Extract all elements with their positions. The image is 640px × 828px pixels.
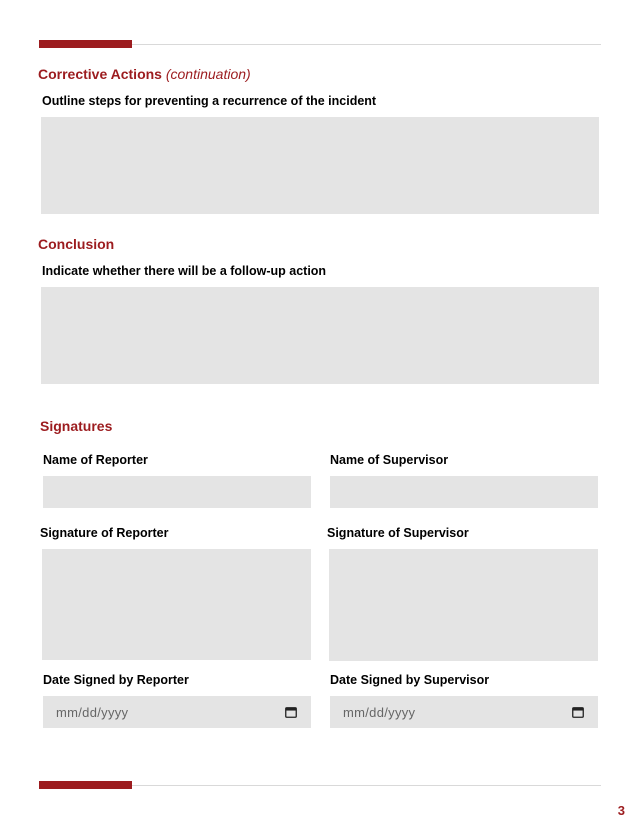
signatures-title: Signatures [40, 418, 113, 434]
supervisor-signature-box[interactable] [329, 549, 598, 661]
supervisor-date-input[interactable] [330, 696, 598, 728]
divider-accent [39, 781, 132, 789]
reporter-date-label: Date Signed by Reporter [43, 673, 189, 687]
reporter-name-input[interactable] [43, 476, 311, 508]
conclusion-title: Conclusion [38, 236, 115, 252]
supervisor-date-label: Date Signed by Supervisor [330, 673, 490, 687]
corrective-actions-heading: Corrective Actions [38, 66, 162, 82]
divider-accent [39, 40, 132, 48]
supervisor-name-label: Name of Supervisor [330, 453, 449, 467]
corrective-actions-prompt: Outline steps for preventing a recurrence of the incident [42, 94, 377, 108]
conclusion-prompt: Indicate whether there will be a follow-up action [42, 264, 327, 278]
corrective-actions-title [38, 66, 251, 82]
calendar-icon[interactable] [572, 706, 584, 718]
continuation-note: (continuation) [165, 66, 251, 82]
reporter-signature-box[interactable] [42, 549, 311, 660]
reporter-signature-label: Signature of Reporter [40, 526, 169, 540]
supervisor-name-input[interactable] [330, 476, 598, 508]
footer-divider [39, 781, 601, 789]
corrective-actions-textarea[interactable] [41, 117, 599, 214]
header-divider [39, 40, 601, 48]
reporter-name-label: Name of Reporter [43, 453, 148, 467]
calendar-icon[interactable] [285, 706, 297, 718]
supervisor-signature-label: Signature of Supervisor [327, 526, 469, 540]
reporter-date-input[interactable] [43, 696, 311, 728]
supervisor-date-placeholder: mm/dd/yyyy [343, 704, 416, 720]
page-number: 3 [617, 803, 625, 818]
reporter-date-placeholder: mm/dd/yyyy [56, 704, 129, 720]
conclusion-textarea[interactable] [41, 287, 599, 384]
